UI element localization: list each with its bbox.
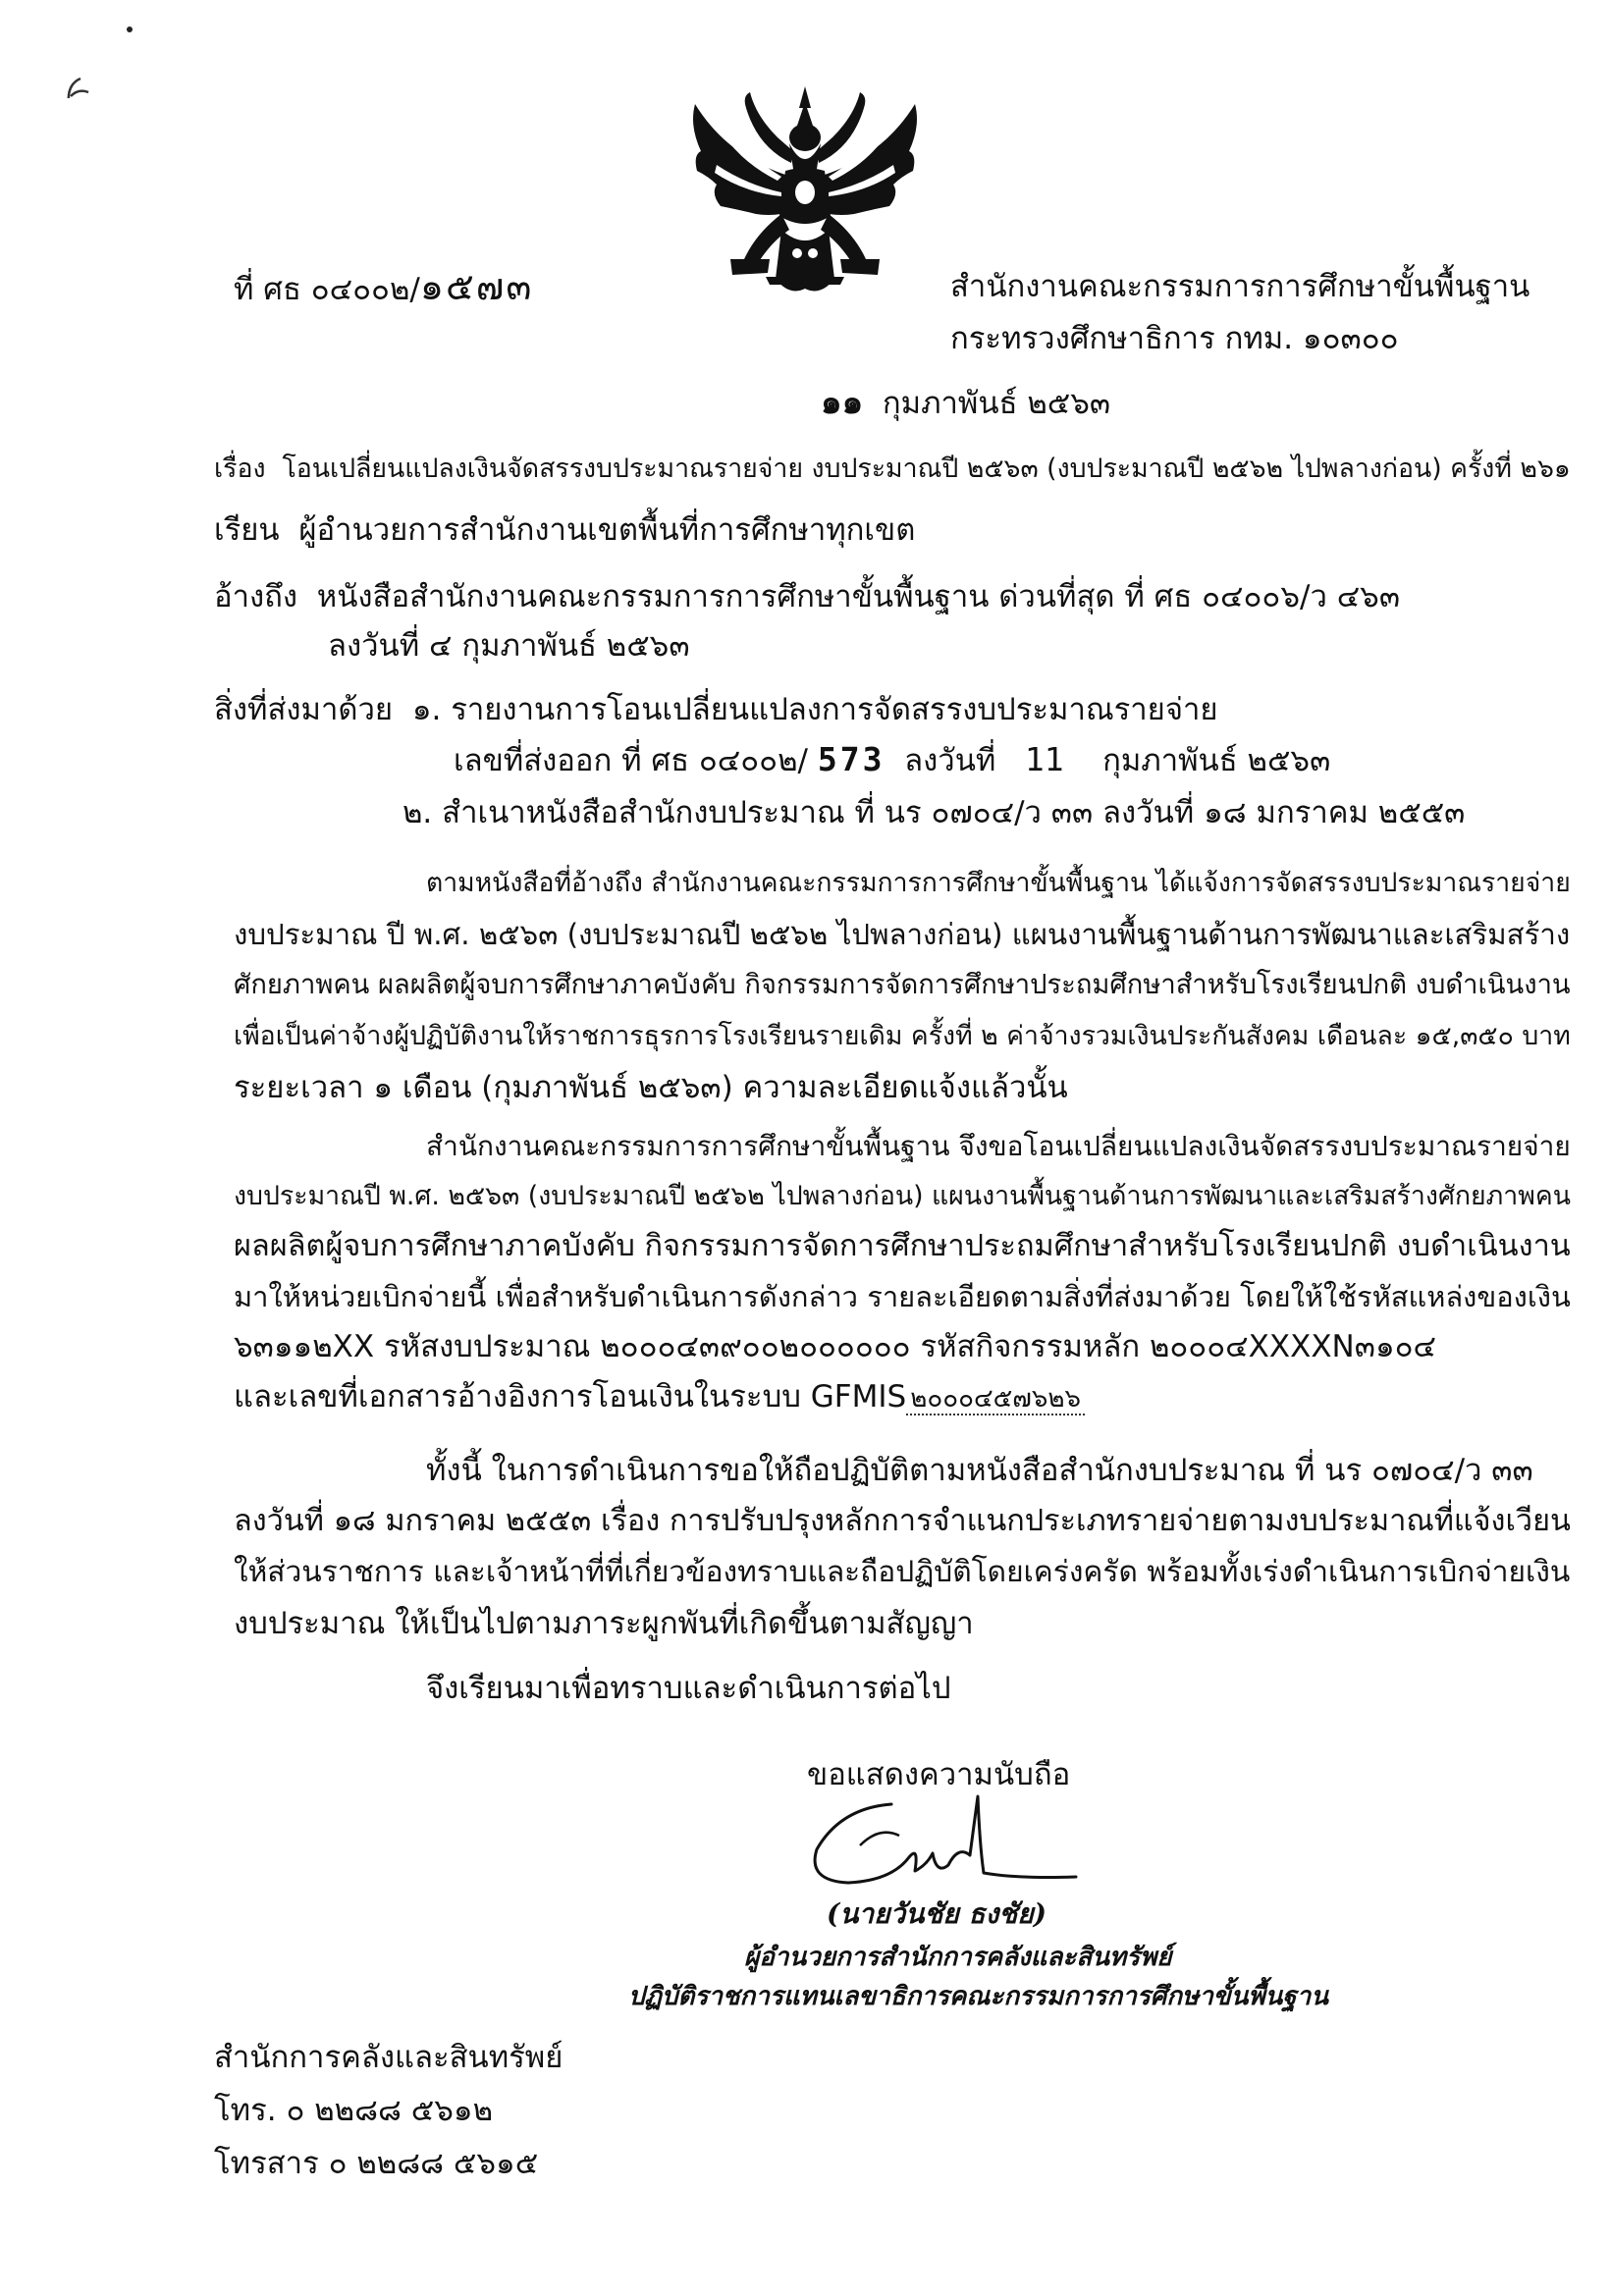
enclosures-label: สิ่งที่ส่งมาด้วย — [214, 692, 394, 727]
agency-name: สำนักงานคณะกรรมการการศึกษาขั้นพื้นฐาน — [950, 269, 1530, 304]
scan-mark-icon — [59, 20, 147, 98]
gfmis-label: และเลขที่เอกสารอ้างอิงการโอนเงินในระบบ GFMIS — [234, 1379, 907, 1415]
para2-line: งบประมาณปี พ.ศ. ๒๕๖๓ (งบประมาณปี ๒๕๖๒ ไปพลางก่อน) แผนงานพื้นฐานด้านการพัฒนาและเสริมสร้างศักยภาพคน — [234, 1181, 1571, 1211]
para1-line: ระยะเวลา ๑ เดือน (กุมภาพันธ์ ๒๕๖๓) ความละเอียดแจ้งแล้วนั้น — [234, 1070, 1068, 1105]
enclosure-item-1: ๑. รายงานการโอนเปลี่ยนแปลงการจัดสรรงบประมาณรายจ่าย — [411, 692, 1218, 727]
para1-line: ตามหนังสือที่อ้างถึง สำนักงานคณะกรรมการการศึกษาขั้นพื้นฐาน ได้แจ้งการจัดสรรงบประมาณรายจ่าย — [426, 868, 1571, 898]
footer-fax: โทรสาร ๐ ๒๒๘๘ ๕๖๑๕ — [214, 2146, 539, 2181]
para2-line: มาให้หน่วยเบิกจ่ายนี้ เพื่อสำหรับดำเนินการดังกล่าว รายละเอียดตามสิ่งที่ส่งมาด้วย โดยให้ใช้รหัสแหล่งของเงิน — [234, 1280, 1571, 1313]
enclosure-line-1 — [214, 690, 1218, 729]
enclosure-export-number: 573 — [817, 740, 886, 778]
signer-name: (นายวันชัย ธงชัย) — [827, 1897, 1046, 1930]
salutation: ขอแสดงความนับถือ — [807, 1757, 1071, 1792]
document-date — [821, 383, 1110, 423]
date-day: ๑๑ — [821, 383, 864, 422]
reference-number-handwritten: ๑๕๗๓ — [419, 265, 534, 308]
footer-phone: โทร. ๐ ๒๒๘๘ ๕๖๑๒ — [214, 2093, 494, 2128]
recipient-label: เรียน — [214, 512, 280, 548]
para1-line: งบประมาณ ปี พ.ศ. ๒๕๖๓ (งบประมาณปี ๒๕๖๒ ไปพลางก่อน) แผนงานพื้นฐานด้านการพัฒนาและเสริมสร้าง — [234, 918, 1571, 951]
para2-line: ๖๓๑๑๒XX รหัสงบประมาณ ๒๐๐๐๔๓๙๐๐๒๐๐๐๐๐๐ รหัสกิจกรรมหลัก ๒๐๐๐๔XXXXN๓๑๐๔ — [234, 1329, 1436, 1364]
enclosure-item-2: ๒. สำเนาหนังสือสำนักงบประมาณ ที่ นร ๐๗๐๔/ว ๓๓ ลงวันที่ ๑๘ มกราคม ๒๕๕๓ — [402, 795, 1466, 830]
enclosure-day: 11 — [1024, 740, 1064, 778]
gfmis-reference-handwritten: ๒๐๐๐๔๕๗๖๒๖ — [906, 1384, 1085, 1415]
subject-line — [214, 450, 1571, 489]
enclosure-export-ref: เลขที่ส่งออก ที่ ศธ ๐๔๐๐๒/ — [454, 743, 808, 778]
para1-line: เพื่อเป็นค่าจ้างผู้ปฏิบัติงานให้ราชการธุรการโรงเรียนรายเดิม ครั้งที่ ๒ ค่าจ้างรวมเงินประกันสังคม เดือนละ ๑๕,๓๕๐ บาท — [234, 1021, 1571, 1051]
reference-text-1: หนังสือสำนักงานคณะกรรมการการศึกษาขั้นพื้นฐาน ด่วนที่สุด ที่ ศธ ๐๔๐๐๖/ว ๔๖๓ — [316, 579, 1401, 614]
para3-line: งบประมาณ ให้เป็นไปตามภาระผูกพันที่เกิดขึ้นตามสัญญา — [234, 1606, 974, 1641]
para3-line: ลงวันที่ ๑๘ มกราคม ๒๕๕๓ เรื่อง การปรับปรุงหลักการจำแนกประเภทรายจ่ายตามงบประมาณที่แจ้งเวียน — [234, 1504, 1571, 1538]
para2-line: ผลผลิตผู้จบการศึกษาภาคบังคับ กิจกรรมการจัดการศึกษาประถมศึกษาสำหรับโรงเรียนปกติ งบดำเนินงาน — [234, 1229, 1571, 1263]
subject-label: เรื่อง — [214, 454, 266, 484]
ministry-address: กระทรวงศึกษาธิการ กทม. ๑๐๓๐๐ — [950, 321, 1399, 356]
enclosure-month-year: กุมภาพันธ์ ๒๕๖๓ — [1102, 743, 1331, 778]
reference-line-1 — [214, 577, 1400, 616]
reference-block-label: อ้างถึง — [214, 579, 298, 614]
subject-text: โอนเปลี่ยนแปลงเงินจัดสรรงบประมาณรายจ่าย งบประมาณปี ๒๕๖๓ (งบประมาณปี ๒๕๖๒ ไปพลางก่อน) ครั้งที่ ๒๖๑ — [282, 454, 1571, 484]
para2-line: สำนักงานคณะกรรมการการศึกษาขั้นพื้นฐาน จึงขอโอนเปลี่ยนแปลงเงินจัดสรรงบประมาณรายจ่าย — [426, 1130, 1571, 1162]
para2-last-line — [234, 1377, 1085, 1418]
recipient-text: ผู้อำนวยการสำนักงานเขตพื้นที่การศึกษาทุกเขต — [298, 512, 916, 548]
para3-line: ทั้งนี้ ในการดำเนินการขอให้ถือปฏิบัติตามหนังสือสำนักงบประมาณ ที่ นร ๐๗๐๔/ว ๓๓ — [426, 1453, 1533, 1488]
enclosure-date-label: ลงวันที่ — [904, 743, 996, 778]
recipient-line — [214, 510, 915, 550]
signer-acting-for: ปฏิบัติราชการแทนเลขาธิการคณะกรรมการการศึกษาขั้นพื้นฐาน — [628, 1982, 1328, 2011]
signer-position: ผู้อำนวยการสำนักการคลังและสินทรัพย์ — [744, 1943, 1172, 1972]
para3-line: ให้ส่วนราชการ และเจ้าหน้าที่ที่เกี่ยวข้องทราบและถือปฏิบัติโดยเคร่งครัด พร้อมทั้งเร่งดำเนินการเบิกจ่ายเงิน — [234, 1555, 1571, 1589]
signature-scribble-icon — [801, 1787, 1086, 1904]
reference-label: ที่ ศธ ๐๔๐๐๒/ — [234, 272, 420, 307]
reference-line-2: ลงวันที่ ๔ กุมภาพันธ์ ๒๕๖๓ — [328, 628, 690, 664]
document-reference — [234, 267, 533, 309]
enclosure-line-2 — [454, 740, 1330, 780]
footer-office: สำนักการคลังและสินทรัพย์ — [214, 2040, 564, 2075]
para1-line: ศักยภาพคน ผลผลิตผู้จบการศึกษาภาคบังคับ กิจกรรมการจัดการศึกษาประถมศึกษาสำหรับโรงเรียนปกติ งบดำเนินงาน — [234, 970, 1571, 1000]
date-month-year: กุมภาพันธ์ ๒๕๖๓ — [882, 386, 1111, 421]
garuda-emblem-icon — [687, 86, 923, 297]
closing-line: จึงเรียนมาเพื่อทราบและดำเนินการต่อไป — [426, 1671, 951, 1706]
